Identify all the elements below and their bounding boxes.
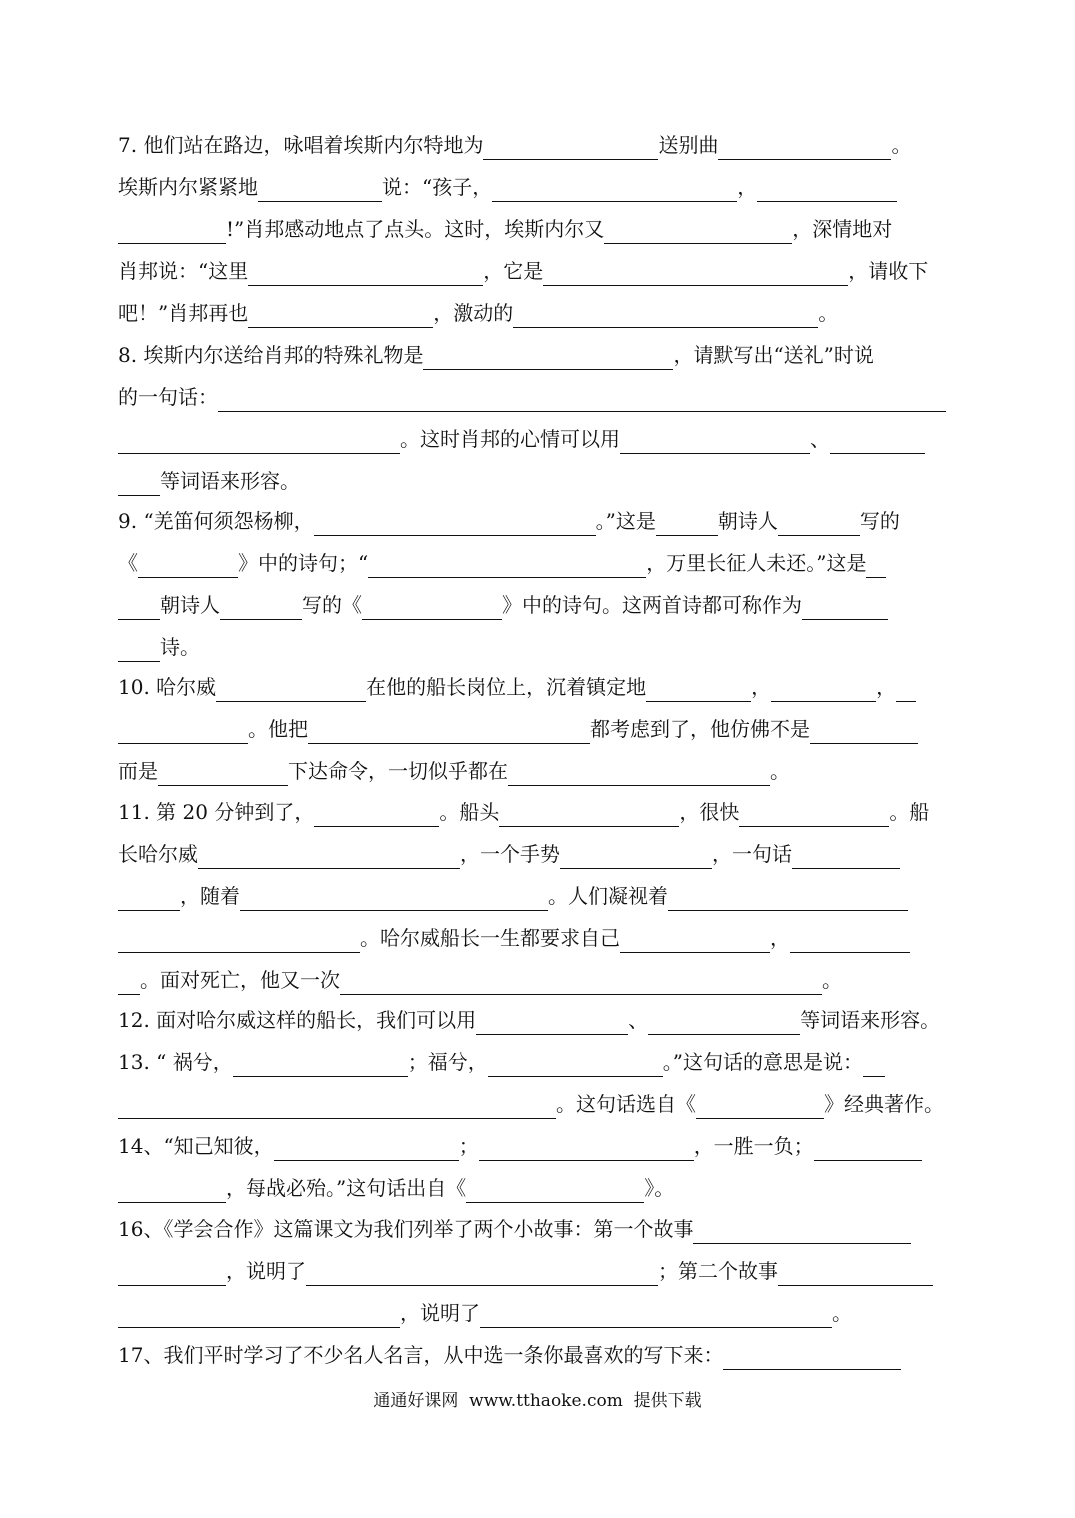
q8-line-4	[118, 466, 958, 496]
q12-line-1	[118, 1005, 958, 1035]
q8-blank[interactable]	[218, 389, 946, 412]
q9-blank[interactable]	[802, 597, 888, 620]
q13-text: ；福兮，	[407, 1050, 488, 1074]
q10-blank[interactable]	[158, 763, 288, 786]
q7-blank[interactable]	[718, 137, 891, 160]
q14-text: 14、“知己知彼，	[118, 1134, 274, 1158]
q11-blank[interactable]	[739, 804, 889, 827]
q11-text: ，很快	[679, 800, 740, 824]
q9-blank[interactable]	[118, 639, 160, 662]
q11-blank[interactable]	[792, 846, 900, 869]
q17-blank[interactable]	[723, 1347, 901, 1370]
q11-line-4	[118, 923, 958, 953]
q14-text: 》。	[644, 1176, 675, 1200]
q14-blank[interactable]	[479, 1138, 694, 1161]
q10-text: 而是	[118, 759, 158, 783]
q16-text: ；第二个故事	[658, 1259, 778, 1283]
q11-blank[interactable]	[118, 930, 360, 953]
q9-blank[interactable]	[368, 555, 646, 578]
q9-line-3	[118, 590, 958, 620]
q10-blank[interactable]	[810, 721, 918, 744]
q9-blank[interactable]	[866, 555, 886, 578]
q10-text: 都考虑到了，他仿佛不是	[590, 717, 810, 741]
q9-text: 朝诗人	[717, 509, 778, 533]
q11-text: ，一句话	[712, 842, 792, 866]
q17-text: 17、我们平时学习了不少名人名言，从中选一条你最喜欢的写下来：	[118, 1343, 724, 1367]
q14-blank[interactable]	[274, 1138, 459, 1161]
q14-text: ，一胜一负；	[693, 1134, 814, 1158]
q8-text: 。这时肖邦的心情可以用	[400, 427, 620, 451]
q9-text: 。”这是	[595, 509, 656, 533]
q9-blank[interactable]	[138, 555, 238, 578]
q11-text: 。船头	[439, 800, 500, 824]
q9-blank[interactable]	[220, 597, 302, 620]
q10-text: 。他把	[248, 717, 308, 741]
q12-text: 、	[628, 1008, 649, 1032]
q7-blank[interactable]	[513, 305, 818, 328]
q10-blank[interactable]	[646, 679, 751, 702]
q10-line-1	[118, 672, 958, 702]
q10-blank[interactable]	[216, 679, 366, 702]
q11-line-2	[118, 839, 958, 869]
q13-text: 13. “ 祸兮，	[118, 1050, 233, 1074]
q12-blank[interactable]	[648, 1012, 800, 1035]
q7-line-1	[118, 130, 958, 160]
q16-text: ，说明了	[400, 1301, 480, 1325]
q16-line-2	[118, 1256, 958, 1286]
q7-text: ，它是	[483, 259, 544, 283]
q13-text: 。”这句话的意思是说：	[662, 1050, 863, 1074]
q11-blank[interactable]	[499, 804, 679, 827]
q9-text: 写的	[859, 509, 900, 533]
q11-blank[interactable]	[668, 888, 908, 911]
q7-blank[interactable]	[248, 263, 483, 286]
q13-blank[interactable]	[118, 1096, 556, 1119]
q11-blank[interactable]	[560, 846, 712, 869]
q9-blank[interactable]	[656, 513, 718, 536]
q7-text: ，深情地对	[792, 217, 893, 241]
q11-blank[interactable]	[118, 888, 180, 911]
q10-blank[interactable]	[508, 763, 770, 786]
q10-blank[interactable]	[771, 679, 876, 702]
q11-text: ，随着	[180, 884, 240, 908]
q7-line-3	[118, 214, 958, 244]
q16-blank[interactable]	[778, 1263, 933, 1286]
q7-line-4	[118, 256, 958, 286]
q13-blank[interactable]	[863, 1054, 885, 1077]
q7-text: 7. 他们站在路边，咏唱着埃斯内尔特地为	[118, 133, 484, 157]
q7-text: 说：“孩子，	[382, 175, 493, 199]
q8-blank[interactable]	[118, 473, 160, 496]
q10-blank[interactable]	[308, 721, 590, 744]
q7-line-2	[118, 172, 958, 202]
q10-text: 下达命令，一切似乎都在	[288, 759, 508, 783]
q12-text: 12. 面对哈尔威这样的船长，我们可以用	[118, 1008, 477, 1032]
q14-text: ，每战必殆。”这句话出自《	[226, 1176, 467, 1200]
q9-blank[interactable]	[362, 597, 502, 620]
q17-line-1	[118, 1340, 958, 1370]
q16-blank[interactable]	[118, 1305, 400, 1328]
q8-text: 等词语来形容。	[160, 469, 300, 493]
q7-blank[interactable]	[604, 221, 792, 244]
q10-blank[interactable]	[896, 679, 916, 702]
q8-text: 、	[810, 427, 830, 451]
q9-text: 》中的诗句；“	[238, 551, 369, 575]
q11-blank[interactable]	[620, 930, 770, 953]
q9-text: 《	[118, 551, 138, 575]
q8-text: 8. 埃斯内尔送给肖邦的特殊礼物是	[118, 343, 424, 367]
q7-text: ，激动的	[433, 301, 514, 325]
q14-blank[interactable]	[466, 1180, 644, 1203]
q10-text: 在他的船长岗位上，沉着镇定地	[366, 675, 647, 699]
q7-text: 。	[818, 301, 839, 325]
q7-blank[interactable]	[258, 179, 382, 202]
q7-text: 送别曲	[658, 133, 719, 157]
q9-line-2	[118, 548, 958, 578]
q8-blank[interactable]	[118, 431, 400, 454]
q9-text: 诗。	[160, 635, 200, 659]
q11-text: 11. 第 20 分钟到了，	[118, 800, 315, 824]
q8-line-3	[118, 424, 958, 454]
page-footer	[0, 1388, 1075, 1414]
q10-text: ，	[876, 675, 897, 699]
q11-blank[interactable]	[790, 930, 910, 953]
q14-blank[interactable]	[118, 1180, 226, 1203]
q7-text: 。	[891, 133, 912, 157]
q11-blank[interactable]	[340, 972, 822, 995]
q13-text: 》经典著作。	[824, 1092, 944, 1116]
q7-text: 埃斯内尔紧紧地	[118, 175, 258, 199]
q10-text: 。	[770, 759, 790, 783]
q16-blank[interactable]	[480, 1305, 832, 1328]
q13-line-1	[118, 1047, 958, 1077]
q7-text: ，请收下	[848, 259, 929, 283]
q9-text: 写的《	[302, 593, 362, 617]
q16-blank[interactable]	[693, 1221, 911, 1244]
q7-blank[interactable]	[757, 179, 897, 202]
q12-blank[interactable]	[476, 1012, 628, 1035]
q10-blank[interactable]	[118, 721, 248, 744]
q11-blank[interactable]	[118, 972, 140, 995]
q9-text: 》中的诗句。这两首诗都可称作为	[502, 593, 802, 617]
q13-text: 。这句话选自《	[556, 1092, 696, 1116]
q7-blank[interactable]	[483, 137, 658, 160]
q11-blank[interactable]	[314, 804, 439, 827]
q13-blank[interactable]	[488, 1054, 663, 1077]
footer-url-link[interactable]: www.tthaoke.com	[469, 1391, 623, 1411]
q8-blank[interactable]	[423, 347, 673, 370]
footer-suffix: 提供下载	[633, 1391, 702, 1411]
q8-line-2	[118, 382, 958, 412]
q7-blank[interactable]	[543, 263, 848, 286]
q14-text: ；	[458, 1134, 479, 1158]
q13-line-2	[118, 1089, 958, 1119]
q7-text: 肖邦说：“这里	[118, 259, 249, 283]
q9-blank[interactable]	[118, 597, 160, 620]
q11-text: 。面对死亡，他又一次	[140, 968, 340, 992]
q8-text: ，请默写出“送礼”时说	[673, 343, 874, 367]
q11-blank[interactable]	[240, 888, 548, 911]
q11-line-5	[118, 965, 958, 995]
q8-blank[interactable]	[830, 431, 925, 454]
q16-text: 。	[832, 1301, 852, 1325]
q16-text: ，说明了	[226, 1259, 306, 1283]
q10-text: ，	[751, 675, 772, 699]
q7-text: !”肖邦感动地点了点头。这时，埃斯内尔又	[226, 217, 605, 241]
q10-text: 10. 哈尔威	[118, 675, 217, 699]
q7-text: 吧！”肖邦再也	[118, 301, 249, 325]
q9-text: 9. “羌笛何须怨杨柳，	[118, 509, 314, 533]
q11-text: 。船	[889, 800, 930, 824]
q14-blank[interactable]	[814, 1138, 922, 1161]
q9-text: ，万里长征人未还。”这是	[646, 551, 867, 575]
q11-line-1	[118, 797, 958, 827]
q12-text: 等词语来形容。	[800, 1008, 941, 1032]
q11-text: ，一个手势	[460, 842, 560, 866]
q7-blank[interactable]	[118, 221, 226, 244]
q16-line-3	[118, 1298, 958, 1328]
q13-blank[interactable]	[233, 1054, 408, 1077]
q16-blank[interactable]	[306, 1263, 658, 1286]
q8-blank[interactable]	[620, 431, 810, 454]
q7-blank[interactable]	[248, 305, 433, 328]
q9-line-1	[118, 506, 958, 536]
q16-text: 16、《学会合作》这篇课文为我们列举了两个小故事：第一个故事	[118, 1217, 694, 1241]
q11-text: ，	[770, 926, 790, 950]
q11-text: 。	[822, 968, 842, 992]
q9-text: 朝诗人	[160, 593, 220, 617]
q11-line-3	[118, 881, 958, 911]
q9-line-4	[118, 632, 958, 662]
q7-line-5	[118, 298, 958, 328]
q7-text: ，	[737, 175, 758, 199]
q14-line-2	[118, 1173, 958, 1203]
q16-line-1	[118, 1214, 958, 1244]
q16-blank[interactable]	[118, 1263, 226, 1286]
q10-line-2	[118, 714, 958, 744]
footer-site-name: 通通好课网	[373, 1391, 459, 1411]
q14-line-1	[118, 1131, 958, 1161]
q7-blank[interactable]	[492, 179, 737, 202]
q8-line-1	[118, 340, 958, 370]
q10-line-3	[118, 756, 958, 786]
q9-blank[interactable]	[314, 513, 596, 536]
q11-text: 。人们凝视着	[548, 884, 668, 908]
q11-blank[interactable]	[198, 846, 460, 869]
q9-blank[interactable]	[778, 513, 860, 536]
q11-text: 长哈尔威	[118, 842, 198, 866]
q11-text: 。哈尔威船长一生都要求自己	[360, 926, 620, 950]
q13-blank[interactable]	[696, 1096, 824, 1119]
q8-text: 的一句话：	[118, 385, 218, 409]
